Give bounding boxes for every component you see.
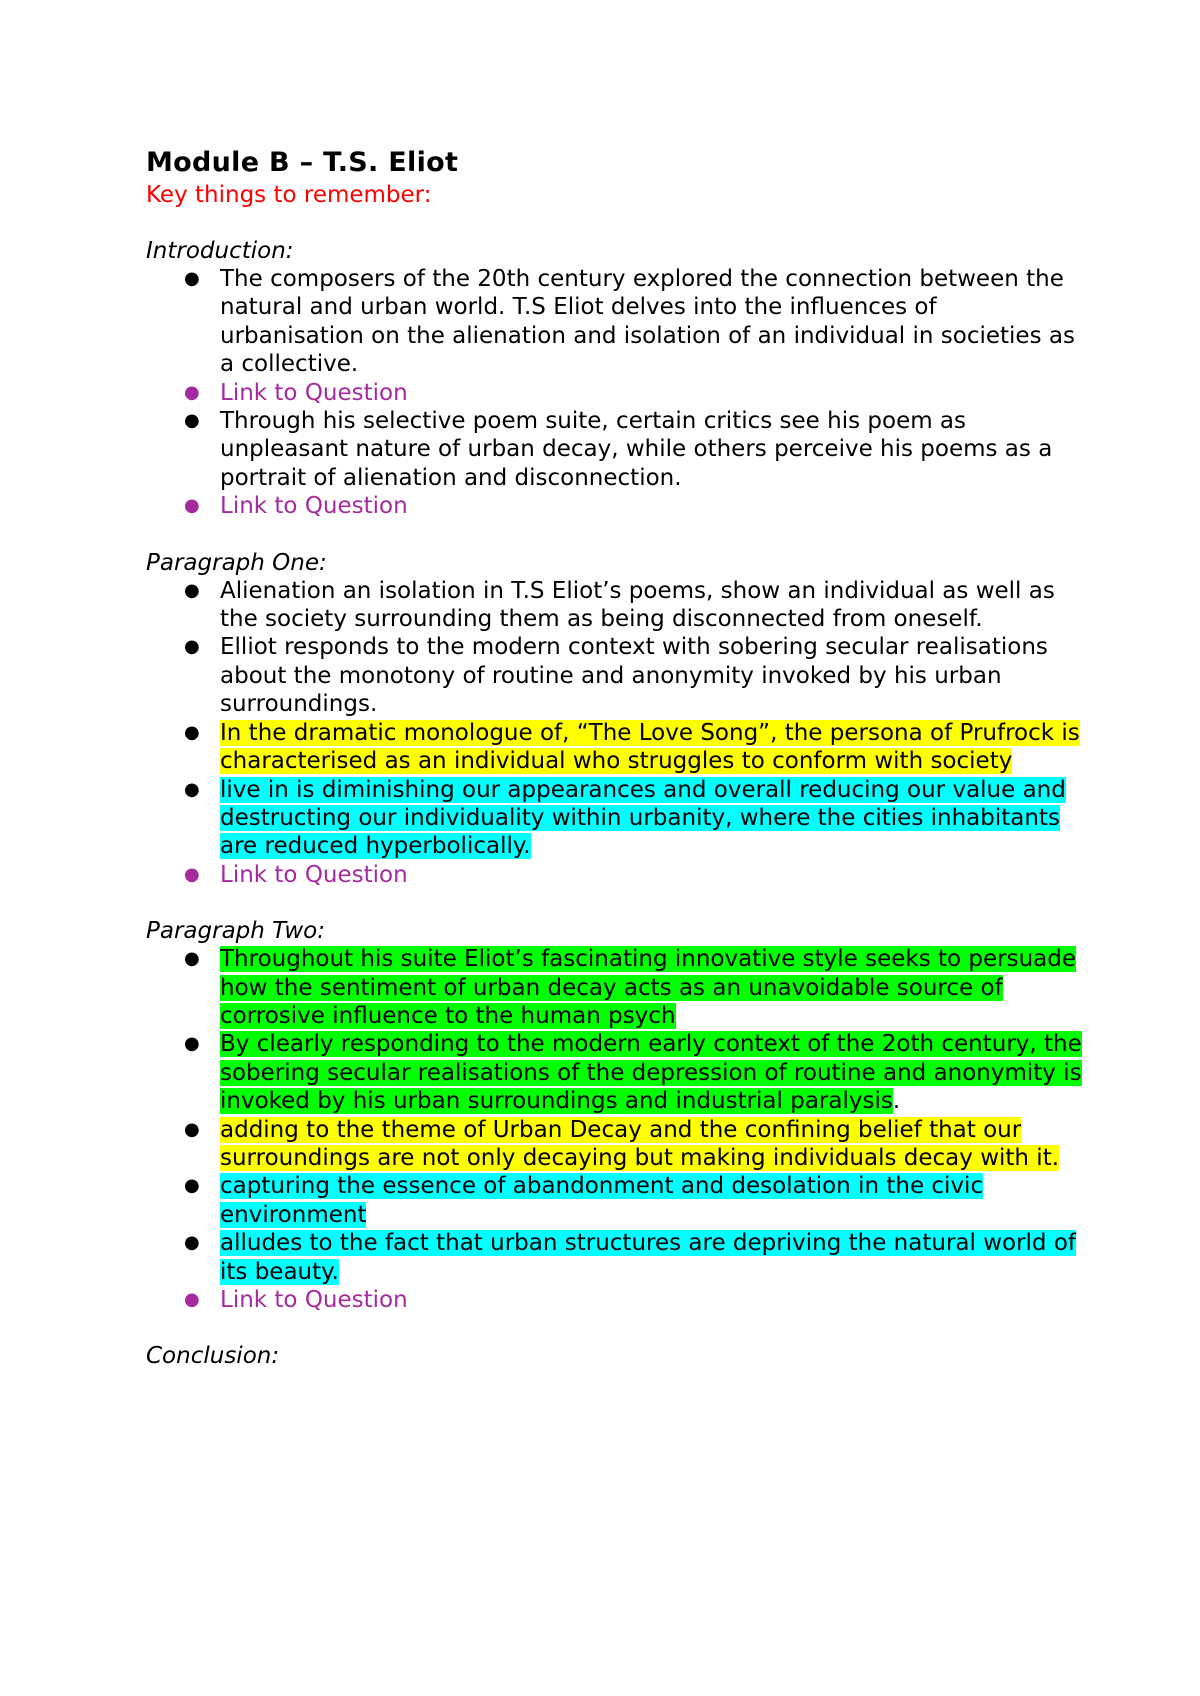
highlighted-text: By clearly responding to the modern early context of the 2oth century, the sobering secular realisations of the depression of routine and anonymity is invoked by his urban surroundings and industrial paralysis [220, 1031, 1082, 1115]
highlighted-text: Throughout his suite Eliot’s fascinating innovative style seeks to persuade how the sentiment of urban decay acts as an unavoidable source of corrosive influence to the human psych [220, 946, 1077, 1029]
list-item [146, 1229, 1086, 1286]
link-list-item[interactable] [146, 492, 1086, 520]
item-suffix: . [892, 1088, 901, 1115]
bullet-icon: ● [184, 410, 200, 432]
document-section [146, 1342, 1086, 1370]
bullet-icon: ● [184, 1232, 200, 1254]
highlighted-text: In the dramatic monologue of, “The Love Song”, the persona of Prufrock is characterised as an individual who struggles to conform with society [220, 719, 1080, 775]
list-item [146, 407, 1086, 492]
bullet-icon: ● [184, 721, 200, 743]
bullet-list [146, 577, 1086, 889]
item-text: Through his selective poem suite, certain critics see his poem as unpleasant nature of urban decay, while others perceive his poems as a portrait of alienation and disconnection. [220, 408, 1053, 491]
bullet-icon: ● [184, 636, 200, 658]
bullet-icon: ● [184, 863, 200, 885]
bullet-icon: ● [184, 778, 200, 800]
document-section [146, 549, 1086, 889]
document-title: Module B – T.S. Eliot [146, 147, 459, 178]
list-item [146, 633, 1086, 718]
section-heading: Paragraph Two: [146, 918, 325, 945]
document-section [146, 237, 1086, 521]
highlighted-text: capturing the essence of abandonment and desolation in the civic environment [220, 1173, 984, 1228]
link-list-item[interactable] [146, 1286, 1086, 1314]
bullet-icon: ● [184, 948, 200, 970]
bullet-icon: ● [184, 1033, 200, 1055]
link-to-question[interactable]: Link to Question [220, 379, 408, 406]
bullet-icon: ● [184, 1289, 200, 1310]
bullet-list [146, 945, 1086, 1314]
list-item [146, 945, 1086, 1030]
link-to-question[interactable]: Link to Question [220, 861, 408, 888]
list-item [146, 1116, 1086, 1173]
section-heading: Paragraph One: [146, 549, 327, 576]
list-item [146, 577, 1086, 634]
document-section [146, 917, 1086, 1314]
document-subtitle: Key things to remember: [146, 182, 432, 208]
list-item [146, 1030, 1086, 1115]
link-to-question[interactable]: Link to Question [220, 493, 408, 520]
link-list-item[interactable] [146, 861, 1086, 889]
bullet-icon: ● [184, 268, 200, 289]
item-text: The composers of the 20th century explored the connection between the natural and urban world. T.S Eliot delves into the influences of urbanisation on the alienation and isolation of an individual in societies as a collective. [220, 266, 1075, 378]
bullet-icon: ● [184, 579, 200, 601]
list-item [146, 265, 1086, 379]
item-text: Alienation an isolation in T.S Eliot’s poems, show an individual as well as the society surrounding them as being disconnected from oneself. [220, 577, 1055, 633]
bullet-icon: ● [184, 1175, 200, 1197]
document-sections [146, 237, 1086, 1370]
document-page [146, 146, 1086, 1398]
link-to-question[interactable]: Link to Question [220, 1287, 408, 1313]
bullet-list [146, 265, 1086, 521]
bullet-icon: ● [184, 1118, 200, 1140]
bullet-icon: ● [184, 381, 200, 403]
highlighted-text: alludes to the fact that urban structures are depriving the natural world of its beauty. [220, 1230, 1076, 1285]
item-text: Elliot responds to the modern context with sobering secular realisations about the monotony of routine and anonymity invoked by his urban surroundings. [220, 634, 1048, 718]
bullet-icon: ● [184, 495, 200, 517]
list-item [146, 776, 1086, 861]
list-item [146, 1172, 1086, 1229]
link-list-item[interactable] [146, 379, 1086, 407]
section-heading: Conclusion: [146, 1343, 280, 1370]
list-item [146, 719, 1086, 776]
highlighted-text: adding to the theme of Urban Decay and the confining belief that our surroundings are not only decaying but making individuals decay with it. [220, 1116, 1060, 1171]
highlighted-text: live in is diminishing our appearances and overall reducing our value and destructing our individuality within urbanity, where the cities inhabitants are reduced hyperbolically. [220, 776, 1066, 860]
section-heading: Introduction: [146, 238, 294, 264]
